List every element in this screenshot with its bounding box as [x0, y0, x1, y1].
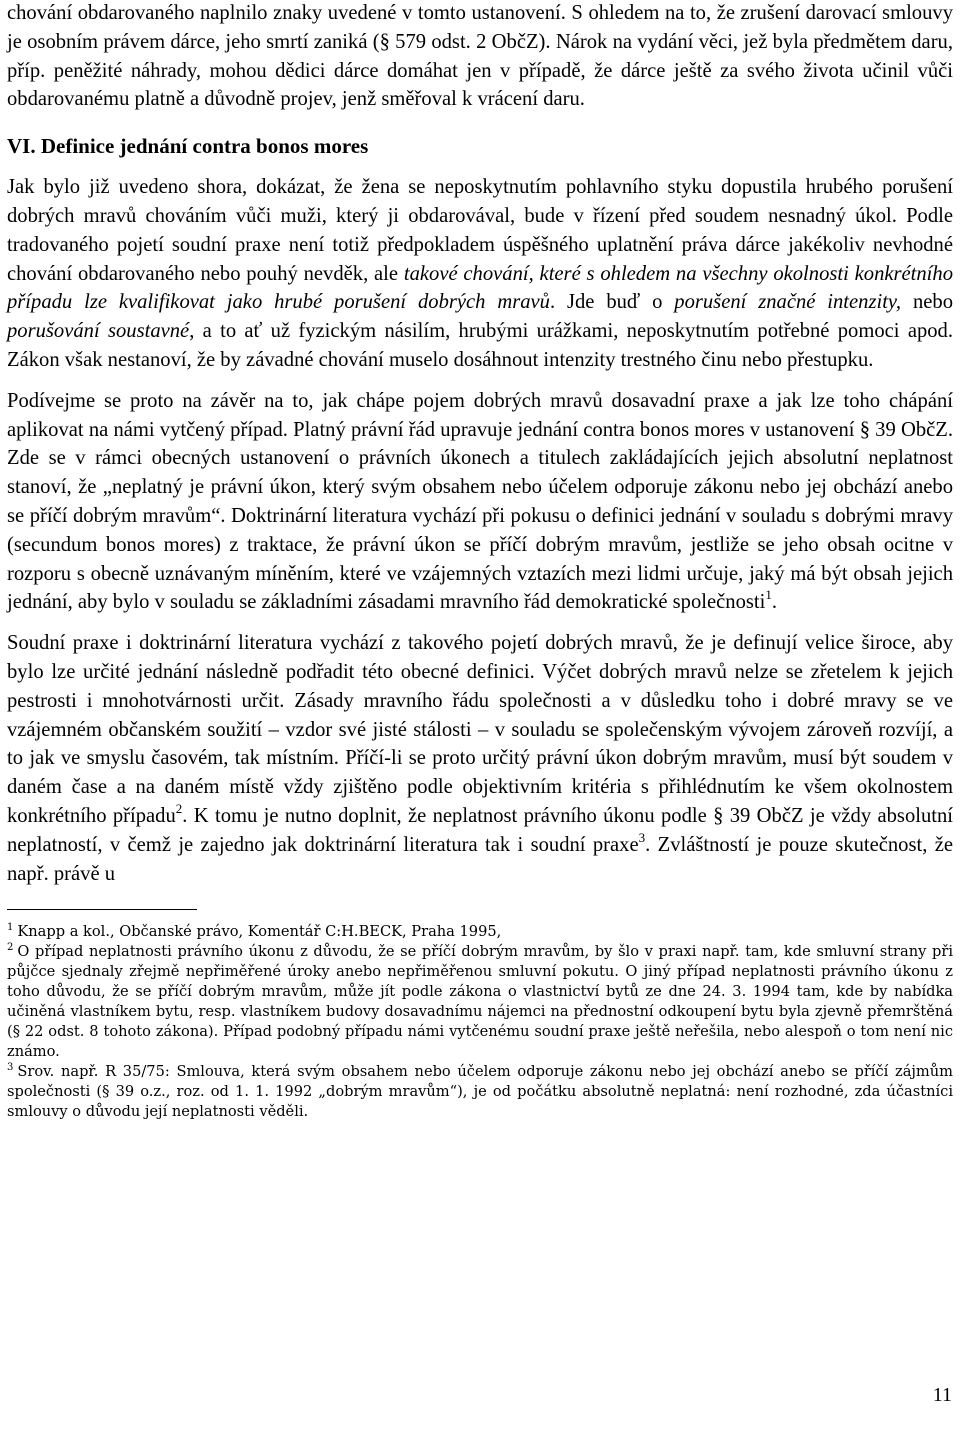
- intro-paragraph: chování obdarovaného naplnilo znaky uvedené v tomto ustanovení. S ohledem na to, že zrušení darovací smlouvy je osobním právem dárce, jeho smrtí zaniká (§ 579 odst. 2 ObčZ). Nárok na vydání věci, jež byla předmětem daru, příp. peněžité náhrady, mohou dědici dárce domáhat jen v případě, že dárce ještě za svého života učinil vůči obdarovanému platně a důvodně projev, jenž směřoval k vrácení daru.: [7, 2, 953, 111]
- p1-italic-b: takové chování, které s ohledem na všechny okolnosti konkrétního případu lze kvalifikovat jako hrubé porušení dobrých mravů: [7, 262, 953, 314]
- footnote-2-number: 2: [7, 942, 14, 954]
- footnote-3-text: Srov. např. R 35/75: Smlouva, která svým obsahem nebo účelem odporuje zákonu nebo jej obchází anebo se příčí zájmům společnosti (§ 39 o.z., roz. od 1. 1. 1992 „dobrým mravům“), je od počátku absolutně neplatná: není rozhodné, zda účastníci smlouvy o důvodu její neplatnosti věděli.: [7, 1063, 953, 1121]
- paragraph-3: [7, 629, 953, 888]
- p1-text-g: , a to ať už fyzickým násilím, hrubými urážkami, neposkytnutím potřebné pomoci apod. Zákon však nestanoví, že by závadné chování muselo dosáhnout intenzity trestného činu nebo přestupku.: [7, 320, 954, 371]
- footnote-ref-2[interactable]: 2: [175, 801, 183, 817]
- p1-text-c: . Jde buď o: [549, 291, 675, 314]
- p2-text-end: .: [771, 591, 777, 614]
- p2-text-a: Podívejme se proto na závěr na to, jak chápe pojem dobrých mravů dosavadní praxe a jak lze toho chápání aplikovat na námi vytčený případ. Platný právní řád upravuje jednání contra bonos mores v ustanovení § 39 ObčZ. Zde se v rámci obecných ustanovení o právních úkonech a titulech zakládajících jejich absolutní neplatnost stanoví, že „neplatný je právní úkon, který svým obsahem nebo účelem odporuje zákonu nebo jej obchází anebo se příčí dobrým mravům“. Doktrinární literatura vychází při pokusu o definici jednání v souladu s dobrými mravy (secundum bonos mores) z traktace, že právní úkon se příčí dobrým mravům, jestliže se jeho obsah ocitne v rozporu s obecně uznávaným míněním, které ve vzájemných vztazích mezi lidmi určuje, jaký má být obsah jejich jednání, aby bylo v souladu se základními zásadami mravního řád demokratické společnosti: [7, 389, 953, 614]
- section-heading: VI. Definice jednání contra bonos mores: [7, 134, 369, 159]
- footnote-1-number: 1: [7, 922, 14, 934]
- paragraph-2: [7, 387, 953, 617]
- p1-italic-d: porušení značné intenzity,: [674, 291, 902, 314]
- footnote-2-text: O případ neplatnosti právního úkonu z důvodu, že se příčí dobrým mravům, by šlo v praxi např. tam, kde smluvní strany při půjčce sjednaly zřejmě nepřiměřené úroky anebo nepřiměřenou smluvní pokutu. O jiný případ neplatnosti právního úkonu z toho důvodu, že se příčí dobrým mravům, může jít podle zákona o vlastnictví bytů ze dne 24. 3. 1994 tam, kde by nabídka učiněná vlastníkem bytu, resp. vlastníkem budovy dosavadnímu nájemci na přednostní odkoupení bytu byla zjevně přemrštěná (§ 22 odst. 8 tohoto zákona). Případ podobný případu námi vytčenému soudní praxe ještě neřešila, nebo alespoň o tom není nic známo.: [7, 943, 953, 1061]
- footnote-1-text: Knapp a kol., Občanské právo, Komentář C:H.BECK, Praha 1995,: [17, 923, 502, 941]
- footnote-3-number: 3: [7, 1062, 14, 1074]
- document-page: [7, 0, 953, 1122]
- footnote-separator: [7, 909, 197, 910]
- footnote-3: [7, 1062, 953, 1122]
- footnote-ref-3[interactable]: 3: [638, 829, 646, 845]
- footnote-2: [7, 942, 953, 1062]
- footnote-ref-1[interactable]: 1: [765, 587, 772, 603]
- p1-italic-f: porušování soustavné: [7, 320, 190, 343]
- p1-text-e: nebo: [901, 291, 953, 314]
- page-number: 11: [932, 1384, 952, 1406]
- footnote-1: [7, 922, 953, 942]
- paragraph-1: [7, 173, 953, 375]
- p1-text-a: Jak bylo již uvedeno shora, dokázat, že žena se neposkytnutím pohlavního styku dopustila hrubého porušení dobrých mravů chováním vůči muži, který ji obdarovával, bude v řízení před soudem nesnadný úkol. Podle tradovaného pojetí soudní praxe není totiž předpokladem úspěšného uplatnění práva dárce jakékoliv nevhodné chování obdarovaného nebo pouhý nevděk, ale: [7, 176, 953, 285]
- p3-text-a: Soudní praxe i doktrinární literatura vychází z takového pojetí dobrých mravů, že je definují velice široce, aby bylo lze určité jednání následně podřadit této obecné definici. Výčet dobrých mravů nelze se zřetelem k jejich pestrosti i mnohotvárnosti určit. Zásady mravního řádu společnosti a v důsledku toho i dobré mravy se ve vzájemném občanském soužití – vzdor své jisté stálosti – v souladu se společenským vývojem zároveň rozvíjí, a to jak ve smyslu časovém, tak místním. Příčí-li se proto určitý právní úkon dobrým mravům, musí být soudem v daném čase a na daném místě vždy zjištěno podle objektivním kritéria s přihlédnutím ke všem okolnostem konkrétního případu: [7, 632, 953, 827]
- p3-text-b: . K tomu je nutno doplnit, že neplatnost právního úkonu podle § 39 ObčZ je vždy absolutní neplatností, v čemž je zajedno jak doktrinární literatura tak i soudní praxe: [7, 804, 953, 856]
- p3-text-c: . Zvláštností je pouze skutečnost, že např. právě u: [7, 833, 953, 885]
